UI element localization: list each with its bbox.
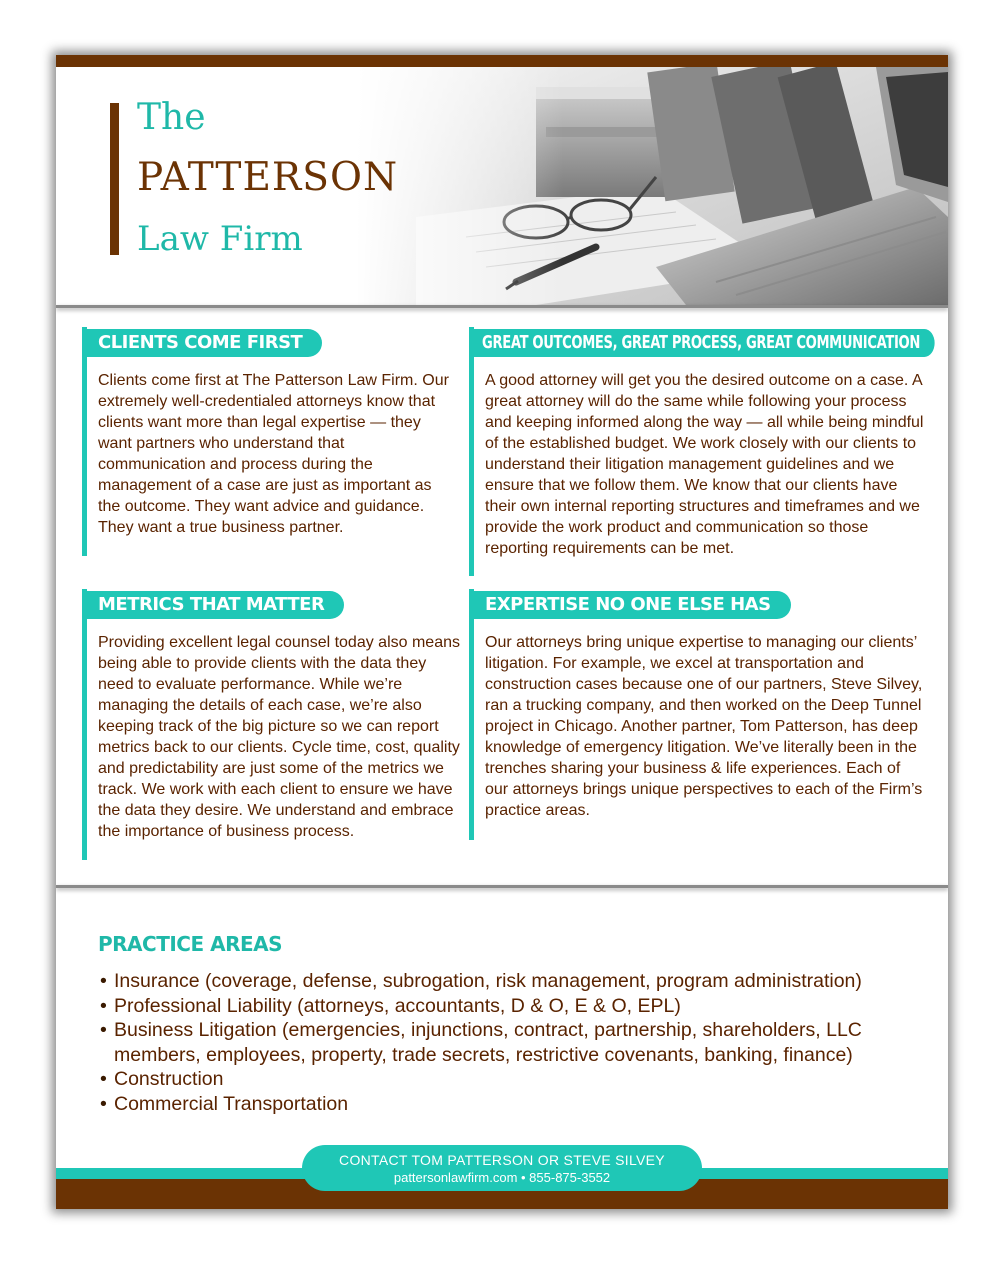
list-item: • Construction	[100, 1067, 900, 1092]
list-item: • Professional Liability (attorneys, accountants, D & O, E & O, EPL)	[100, 994, 900, 1019]
title-the: The	[137, 97, 206, 138]
list-item: • Business Litigation (emergencies, injunctions, contract, partnership, shareholders, LLC members, employees, property, trade secrets, restrictive covenants, banking, finance)	[100, 1018, 900, 1067]
section-body: Providing excellent legal counsel today also means being able to provide clients with the data they need to evaluate performance. While we’re managing the details of each case, we’re also keeping track of the big picture so we can report metrics back to our clients. Cycle time, cost, quality and predictability are just some of the metrics we track. We work with each client to ensure we have the data they desire. We understand and embrace the importance of business process.	[98, 634, 460, 840]
section-rule	[469, 327, 474, 576]
header-divider	[56, 305, 948, 308]
top-brown-bar	[56, 55, 948, 67]
title-patterson: PATTERSON	[137, 155, 399, 200]
practice-areas-title: PRACTICE AREAS	[98, 932, 283, 956]
section-heading: EXPERTISE NO ONE ELSE HAS	[474, 591, 791, 619]
section-rule	[469, 589, 474, 840]
title-accent-bar	[110, 103, 119, 255]
header	[56, 67, 948, 305]
flyer-page	[56, 55, 948, 1209]
section-clients-come-first	[82, 327, 462, 557]
section-body: A good attorney will get you the desired outcome on a case. A great attorney will do the same while following your process and keeping informed along the way — all while being mindful of the established budget. We work closely with our clients to understand their litigation management guidelines and we ensure that we follow them. We know that our clients have their own internal reporting structures and timeframes and we provide the work product and communication so those reporting requirements can be met.	[485, 372, 924, 557]
section-expertise	[469, 589, 929, 841]
section-great-outcomes	[469, 327, 929, 577]
mid-divider	[56, 885, 948, 888]
section-body: Our attorneys bring unique expertise to managing our clients’ litigation. For example, we excel at transportation and construction cases because one of our partners, Steve Silvey, ran a trucking company, and then worked on the Deep Tunnel project in Chicago. Another partner, Tom Patterson, has deep knowledge of emergency litigation. We’ve literally been in the trenches sharing your business & life experiences. Each of our attorneys brings unique perspectives to each of the Firm’s practice areas.	[485, 634, 923, 819]
title-law-firm: Law Firm	[137, 219, 303, 259]
section-body: Clients come first at The Patterson Law Firm. Our extremely well-credentialed attorneys know that clients want more than legal expertise — they want partners who understand that communication and process during the management of a case are just as important as the outcome. They want advice and guidance. They want a true business partner.	[98, 372, 449, 536]
section-metrics-that-matter	[82, 589, 462, 861]
list-item: • Commercial Transportation	[100, 1092, 900, 1117]
section-heading: GREAT OUTCOMES, GREAT PROCESS, GREAT COMMUNICATION	[474, 329, 935, 357]
section-heading: CLIENTS COME FIRST	[87, 329, 322, 357]
practice-areas-list	[100, 969, 900, 1116]
office-desk-photo	[356, 67, 948, 305]
section-rule	[82, 589, 87, 860]
contact-title: CONTACT TOM PATTERSON OR STEVE SILVEY	[339, 1152, 665, 1168]
list-item: • Insurance (coverage, defense, subrogation, risk management, program administration)	[100, 969, 900, 994]
contact-pill	[302, 1145, 702, 1191]
section-rule	[82, 327, 87, 556]
contact-website-phone[interactable]: pattersonlawfirm.com • 855-875-3552	[393, 1170, 611, 1185]
section-heading: METRICS THAT MATTER	[87, 591, 344, 619]
